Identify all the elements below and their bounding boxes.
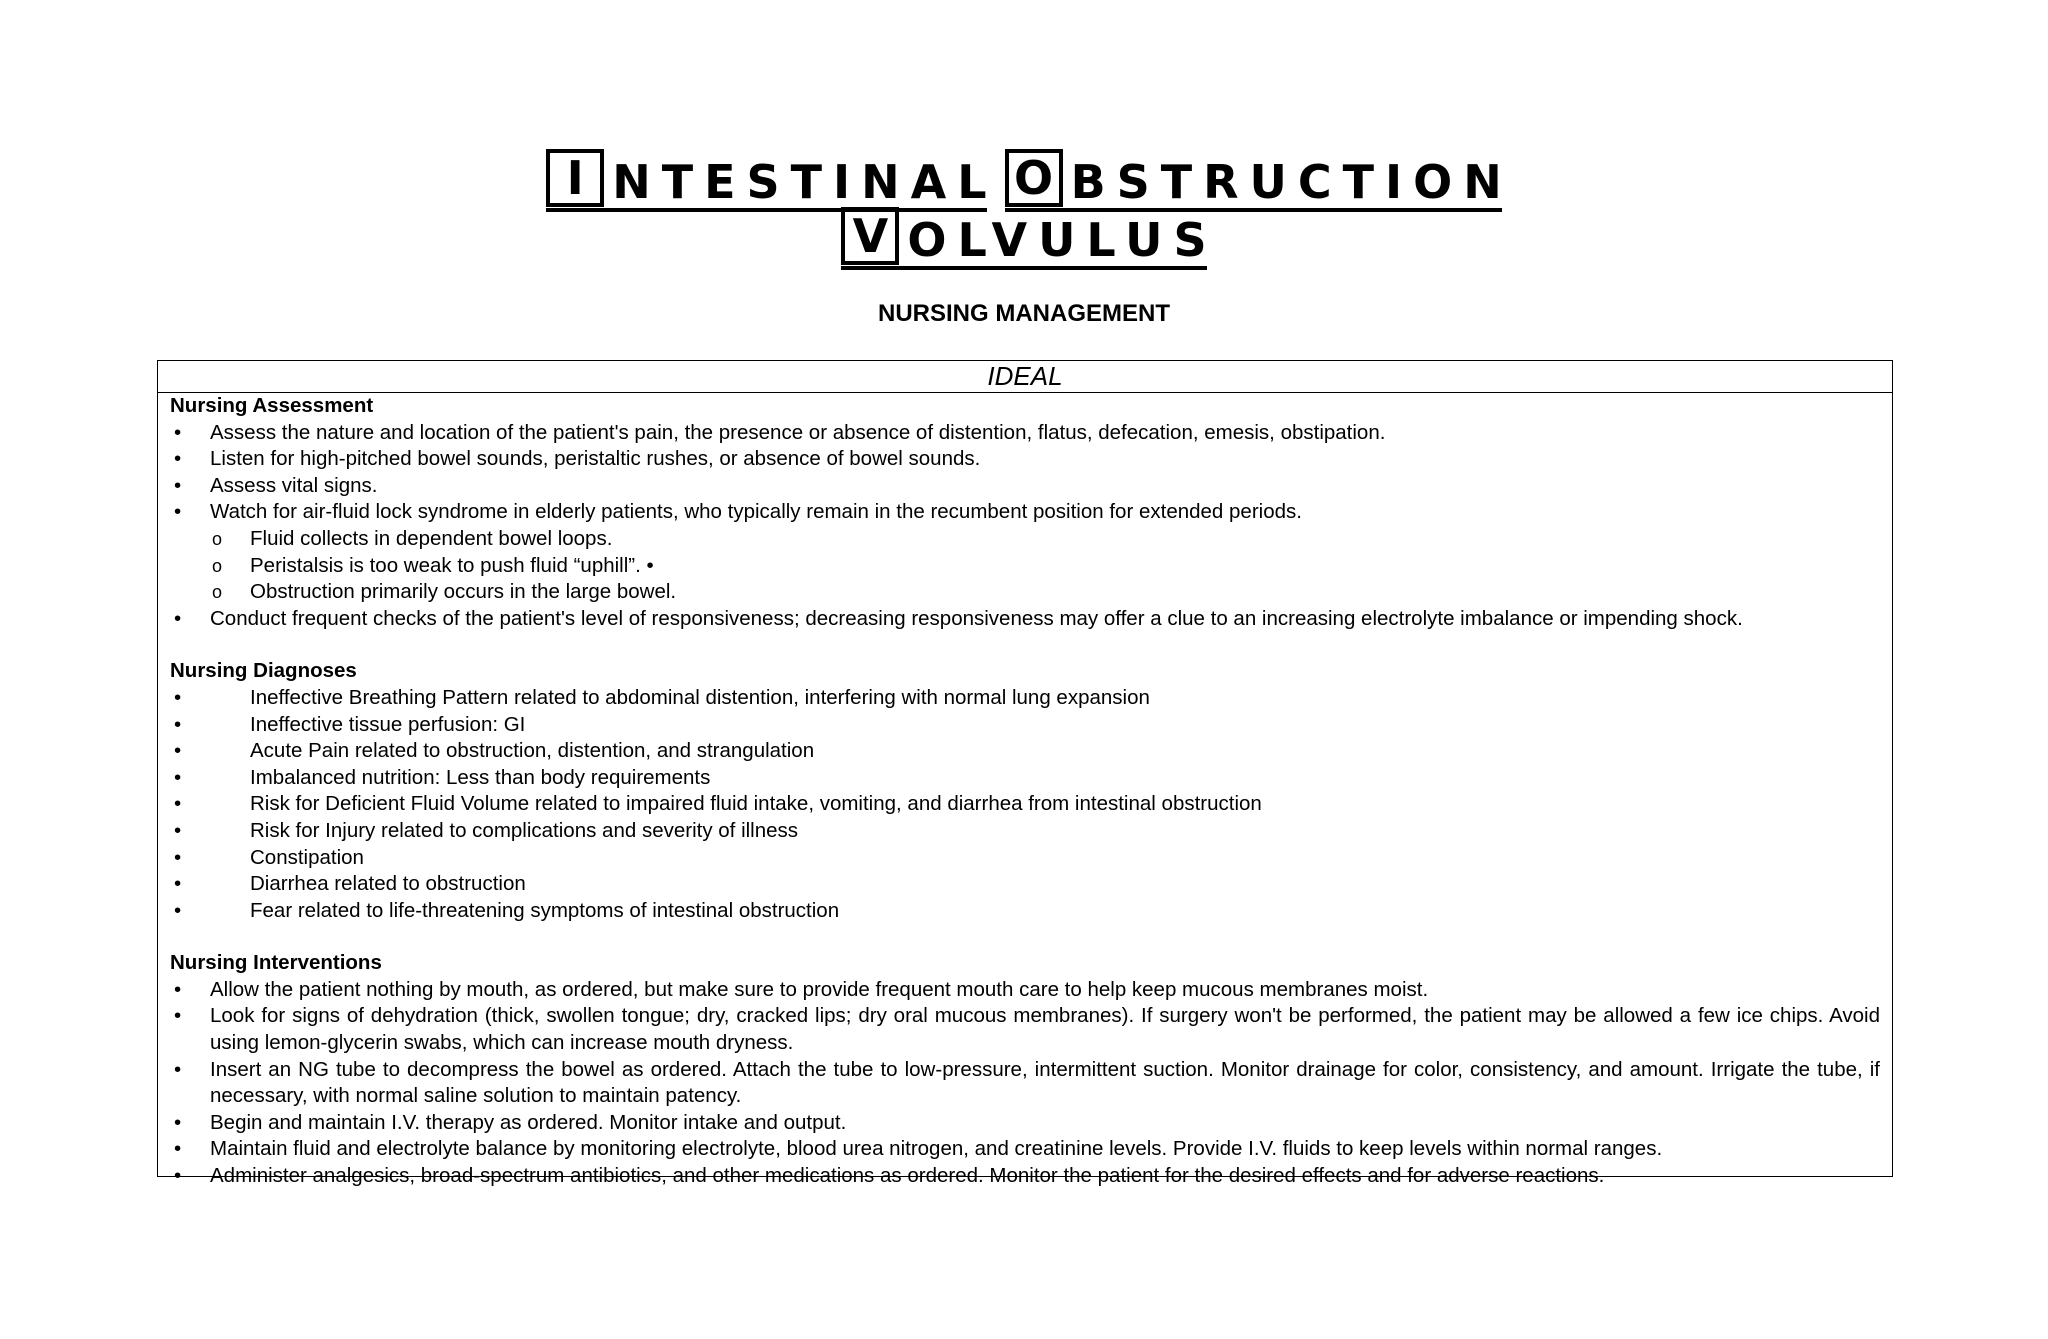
title-initial-box: O: [1005, 149, 1063, 207]
spacer: [170, 924, 1880, 950]
list-item: • Allow the patient nothing by mouth, as ordered, but make sure to provide frequent mouth care to help keep mucous membranes moist.: [170, 977, 1880, 1004]
spacer: [170, 632, 1880, 658]
table-header: IDEAL: [158, 361, 1892, 393]
list-item: • Administer analgesics, broad-spectrum antibiotics, and other medications as ordered. Monitor the patient for the desired effects and for adverse reactions.: [170, 1163, 1880, 1190]
management-table: [157, 360, 1893, 1188]
list-item: • Imbalanced nutrition: Less than body requirements: [170, 765, 1880, 792]
title-line-2: [0, 209, 2048, 270]
interventions-list: [170, 977, 1880, 1190]
list-item: • Assess the nature and location of the patient's pain, the presence or absence of distention, flatus, defecation, emesis, obstipation.: [170, 420, 1880, 447]
list-item: • Insert an NG tube to decompress the bowel as ordered. Attach the tube to low-pressure, intermittent suction. Monitor drainage for color, consistency, and amount. Irrigate the tube, if necessary, with normal saline solution to maintain patency.: [170, 1057, 1880, 1110]
diagnoses-list: [170, 685, 1880, 924]
assessment-sublist: [170, 526, 1880, 606]
sub-list-item: o Fluid collects in dependent bowel loops.: [170, 526, 1880, 553]
list-item: • Constipation: [170, 845, 1880, 872]
title-word-rest: BSTRUCTION: [1070, 155, 1513, 209]
document-title: [0, 151, 2048, 272]
list-item: • Listen for high-pitched bowel sounds, peristaltic rushes, or absence of bowel sounds.: [170, 446, 1880, 473]
table-body: [158, 393, 1892, 1190]
list-item: • Maintain fluid and electrolyte balance by monitoring electrolyte, blood urea nitrogen, and creatinine levels. Provide I.V. fluids to keep levels within normal ranges.: [170, 1136, 1880, 1163]
list-item: • Watch for air-fluid lock syndrome in elderly patients, who typically remain in the recumbent position for extended periods.: [170, 499, 1880, 526]
sub-list-item: o Peristalsis is too weak to push fluid “uphill”. •: [170, 553, 1880, 580]
title-word-rest: NTESTINAL: [612, 155, 998, 209]
list-item: • Look for signs of dehydration (thick, swollen tongue; dry, cracked lips; dry oral mucous membranes). If surgery won't be performed, the patient may be allowed a few ice chips. Avoid using lemon-glycerin swabs, which can increase mouth dryness.: [170, 1003, 1880, 1056]
list-item: • Begin and maintain I.V. therapy as ordered. Monitor intake and output.: [170, 1110, 1880, 1137]
title-word-obstruction: [1005, 149, 1513, 212]
section-heading-assessment: Nursing Assessment: [170, 394, 374, 417]
sub-list-item: o Obstruction primarily occurs in the large bowel.: [170, 579, 1880, 606]
title-word-rest: OLVULUS: [907, 213, 1218, 267]
title-word-intestinal: [546, 149, 998, 212]
title-line-1: [0, 151, 2048, 212]
subtitle: NURSING MANAGEMENT: [878, 300, 1170, 327]
title-initial-box: I: [546, 149, 604, 207]
list-item: • Assess vital signs.: [170, 473, 1880, 500]
list-item: • Risk for Deficient Fluid Volume related to impaired fluid intake, vomiting, and diarrhea from intestinal obstruction: [170, 791, 1880, 818]
section-heading-interventions: Nursing Interventions: [170, 951, 382, 975]
title-word-volvulus: [841, 207, 1218, 270]
list-item: • Acute Pain related to obstruction, distention, and strangulation: [170, 738, 1880, 765]
list-item: • Diarrhea related to obstruction: [170, 871, 1880, 898]
list-item: • Risk for Injury related to complications and severity of illness: [170, 818, 1880, 845]
list-item: • Ineffective Breathing Pattern related to abdominal distention, interfering with normal lung expansion: [170, 685, 1880, 712]
section-heading-diagnoses: Nursing Diagnoses: [170, 659, 357, 683]
list-item: • Fear related to life-threatening symptoms of intestinal obstruction: [170, 898, 1880, 925]
list-item: • Ineffective tissue perfusion: GI: [170, 712, 1880, 739]
title-initial-box: V: [841, 207, 899, 265]
assessment-list-continued: [170, 606, 1880, 633]
list-item: • Conduct frequent checks of the patient's level of responsiveness; decreasing responsiveness may offer a clue to an increasing electrolyte imbalance or impending shock.: [170, 606, 1880, 633]
assessment-list: [170, 420, 1880, 526]
